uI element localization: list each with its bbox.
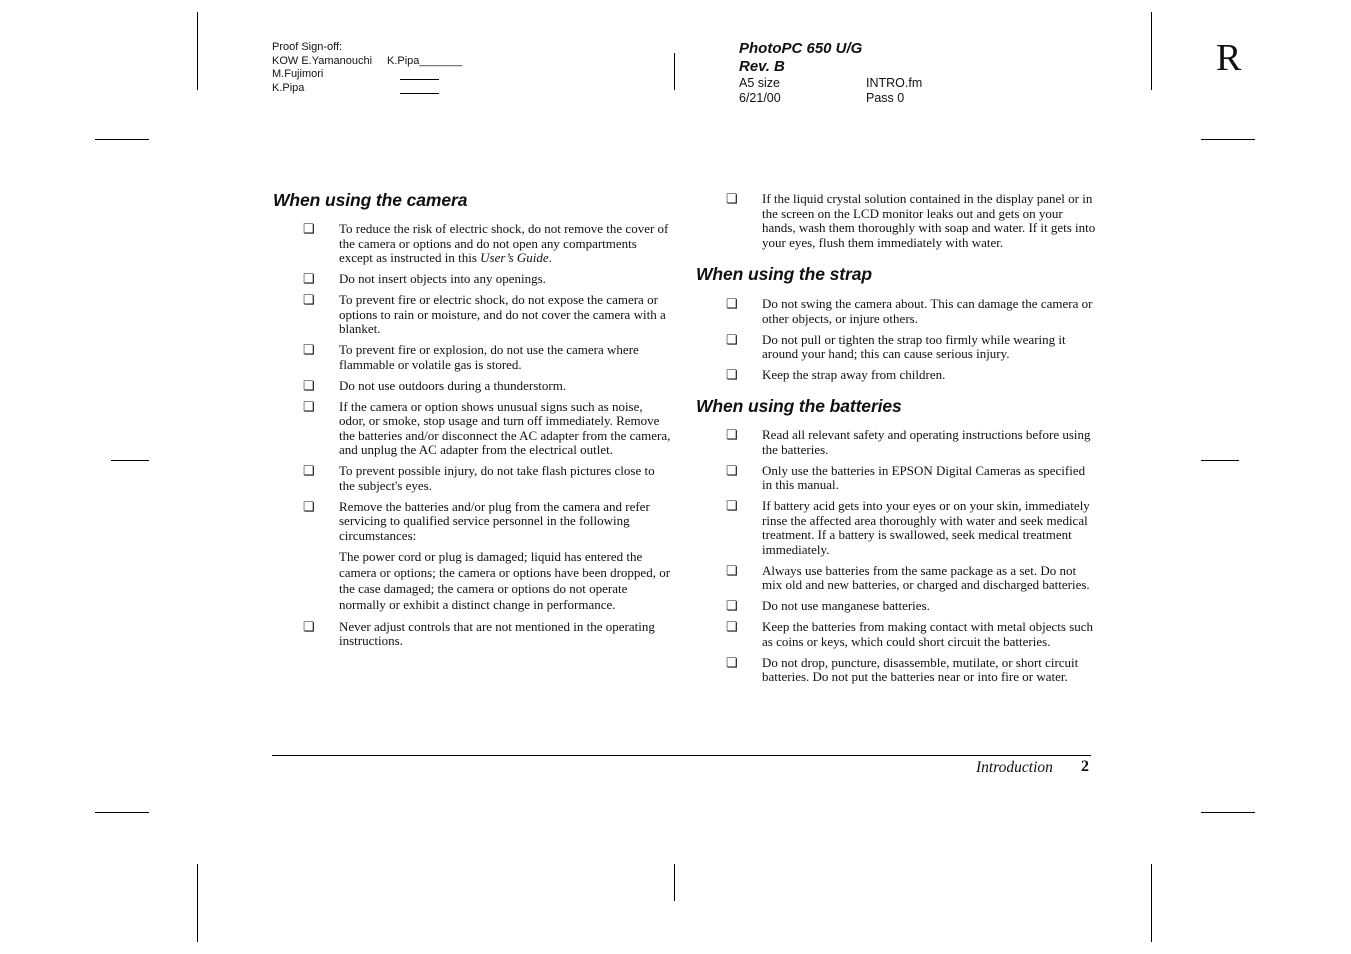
item-text: To prevent possible injury, do not take flash pictures close to the subject's eyes. (339, 463, 655, 493)
product-meta-row (739, 91, 989, 106)
corner-letter: R (1216, 37, 1242, 79)
product-revision: Rev. B (739, 58, 785, 75)
item-text: If the liquid crystal solution contained in the display panel or in the screen on the LCD monitor leaks out and gets on your hands, wash them thoroughly with soap and water. If it gets into your eyes, flush them immediately with water. (762, 191, 1096, 250)
list-item (303, 379, 671, 394)
checkbox-bullet-icon: ❏ (726, 331, 738, 347)
crop-mark-bottom-right (1151, 864, 1152, 942)
list-item (303, 500, 671, 614)
item-text: If the camera or option shows unusual signs such as noise, odor, or smoke, stop usage and turn off immediately. Remove the batteries and/or disconnect the AC adapter from the camera, and unplug the AC adapter from the electrical outlet. (339, 398, 671, 457)
list-item (726, 620, 1096, 649)
item-text-end: . (548, 250, 552, 265)
item-text: Always use batteries from the same package as a set. Do not mix old and new batteries, or charged and discharged batteries. (762, 562, 1090, 592)
item-text: If battery acid gets into your eyes or on your skin, immediately rinse the affected area thoroughly with water and seek medical treatment. If a battery is swallowed, seek medical treatment immediately. (762, 498, 1090, 557)
proof-row (272, 82, 372, 96)
list-item (726, 333, 1096, 362)
crop-mark-upper-right (1201, 139, 1255, 140)
crop-mark-bottom-left (197, 864, 198, 942)
checkbox-bullet-icon: ❏ (303, 292, 315, 307)
checkbox-bullet-icon: ❏ (726, 619, 738, 634)
list-item (303, 222, 671, 266)
signature-blank-line (400, 79, 439, 80)
crop-mark-top-right (1151, 12, 1152, 90)
list-item (303, 400, 671, 458)
crop-mark-upper-left (95, 139, 149, 140)
crop-mark-middle-right (1201, 460, 1239, 461)
checkbox-bullet-icon: ❏ (303, 377, 315, 393)
proof-name: M.Fujimori (272, 68, 324, 80)
list-item (726, 297, 1096, 326)
crop-mark-middle-left (111, 460, 149, 461)
item-text: Do not use outdoors during a thunderstorm. (339, 377, 567, 393)
proof-signature: K.Pipa_______ (387, 54, 463, 67)
checkbox-bullet-icon: ❏ (303, 398, 315, 414)
proof-row (272, 68, 372, 82)
footer-rule (272, 755, 1091, 756)
page-number: 2 (1081, 758, 1089, 775)
item-text: Do not use manganese batteries. (762, 598, 930, 613)
section-heading-batteries: When using the batteries (696, 396, 902, 416)
checkbox-bullet-icon: ❏ (303, 342, 315, 357)
item-text: Read all relevant safety and operating instructions before using the batteries. (762, 427, 1091, 457)
checkbox-bullet-icon: ❏ (726, 498, 738, 513)
product-title: PhotoPC 650 U/G (739, 40, 863, 57)
footer-section-name: Introduction (976, 759, 1053, 776)
list-item (726, 564, 1096, 593)
list-item (303, 272, 671, 287)
item-text: Keep the strap away from children. (762, 367, 946, 382)
list-item (726, 656, 1096, 685)
list-item (303, 343, 671, 372)
section-heading-camera: When using the camera (273, 190, 468, 210)
item-paragraph: The power cord or plug is damaged; liquid has entered the camera or options; the camera or options have been dropped, or the case damaged; the camera or options do not operate normally or exhibit a distinct change in performance. (339, 549, 671, 612)
lcd-list (726, 192, 1096, 257)
crop-mark-top-center (674, 53, 675, 90)
product-meta-row (739, 76, 989, 91)
proof-title: Proof Sign-off: (272, 41, 343, 53)
item-text: Do not insert objects into any openings. (339, 271, 546, 286)
proof-signoff (272, 41, 463, 95)
checkbox-bullet-icon: ❏ (726, 427, 738, 442)
list-item (726, 428, 1096, 457)
checkbox-bullet-icon: ❏ (726, 562, 738, 578)
checkbox-bullet-icon: ❏ (726, 654, 738, 670)
checkbox-bullet-icon: ❏ (726, 598, 738, 613)
item-text: To prevent fire or electric shock, do not expose the camera or options to rain or moisture, and do not cover the camera with a blanket. (339, 292, 666, 336)
item-text: Never adjust controls that are not mentioned in the operating instructions. (339, 618, 655, 648)
list-item (303, 293, 671, 337)
checkbox-bullet-icon: ❏ (726, 367, 738, 382)
list-item (303, 464, 671, 493)
batteries-list (726, 428, 1096, 691)
item-text: Only use the batteries in EPSON Digital Cameras as specified in this manual. (762, 462, 1086, 492)
list-item (726, 499, 1096, 557)
item-text: Do not pull or tighten the strap too firmly while wearing it around your hand; this can cause serious injury. (762, 331, 1066, 361)
crop-mark-bottom-center (674, 864, 675, 901)
item-text: To reduce the risk of electric shock, do not remove the cover of the camera or options and do not open any compartments except as instructed in this (339, 221, 669, 265)
guide-title: User’s Guide (480, 250, 549, 265)
list-item (726, 599, 1096, 614)
list-item (303, 620, 671, 649)
signature-blank-line (400, 93, 439, 94)
checkbox-bullet-icon: ❏ (726, 296, 738, 311)
crop-mark-lower-right (1201, 812, 1255, 813)
proof-name: KOW E.Yamanouchi (272, 54, 373, 67)
proof-name: K.Pipa (272, 81, 305, 94)
item-text: Do not drop, puncture, disassemble, mutilate, or short circuit batteries. Do not put the batteries near or into fire or water. (762, 654, 1079, 684)
file-name: INTRO.fm (866, 76, 923, 90)
item-text: Remove the batteries and/or plug from the camera and refer servicing to qualified service personnel in the following circumstances: (339, 498, 650, 543)
proof-row (272, 54, 463, 69)
list-item (726, 464, 1096, 493)
checkbox-bullet-icon: ❏ (726, 462, 738, 478)
list-item (726, 368, 1096, 383)
proof-date: 6/21/00 (739, 90, 781, 105)
item-text: Do not swing the camera about. This can damage the camera or other objects, or injure others. (762, 296, 1093, 326)
crop-mark-top-left (197, 12, 198, 90)
checkbox-bullet-icon: ❏ (726, 191, 738, 206)
page-size: A5 size (739, 76, 780, 90)
section-heading-strap: When using the strap (696, 264, 872, 284)
camera-list (303, 222, 671, 655)
pass-number: Pass 0 (866, 90, 905, 105)
product-info (739, 40, 989, 105)
strap-list (726, 297, 1096, 389)
checkbox-bullet-icon: ❏ (303, 618, 315, 634)
checkbox-bullet-icon: ❏ (303, 498, 315, 514)
list-item (726, 192, 1096, 250)
checkbox-bullet-icon: ❏ (303, 221, 315, 236)
item-text: To prevent fire or explosion, do not use the camera where flammable or volatile gas is stored. (339, 342, 639, 372)
item-text: Keep the batteries from making contact with metal objects such as coins or keys, which could short circuit the batteries. (762, 619, 1094, 649)
checkbox-bullet-icon: ❏ (303, 271, 315, 286)
checkbox-bullet-icon: ❏ (303, 463, 315, 478)
crop-mark-lower-left (95, 812, 149, 813)
